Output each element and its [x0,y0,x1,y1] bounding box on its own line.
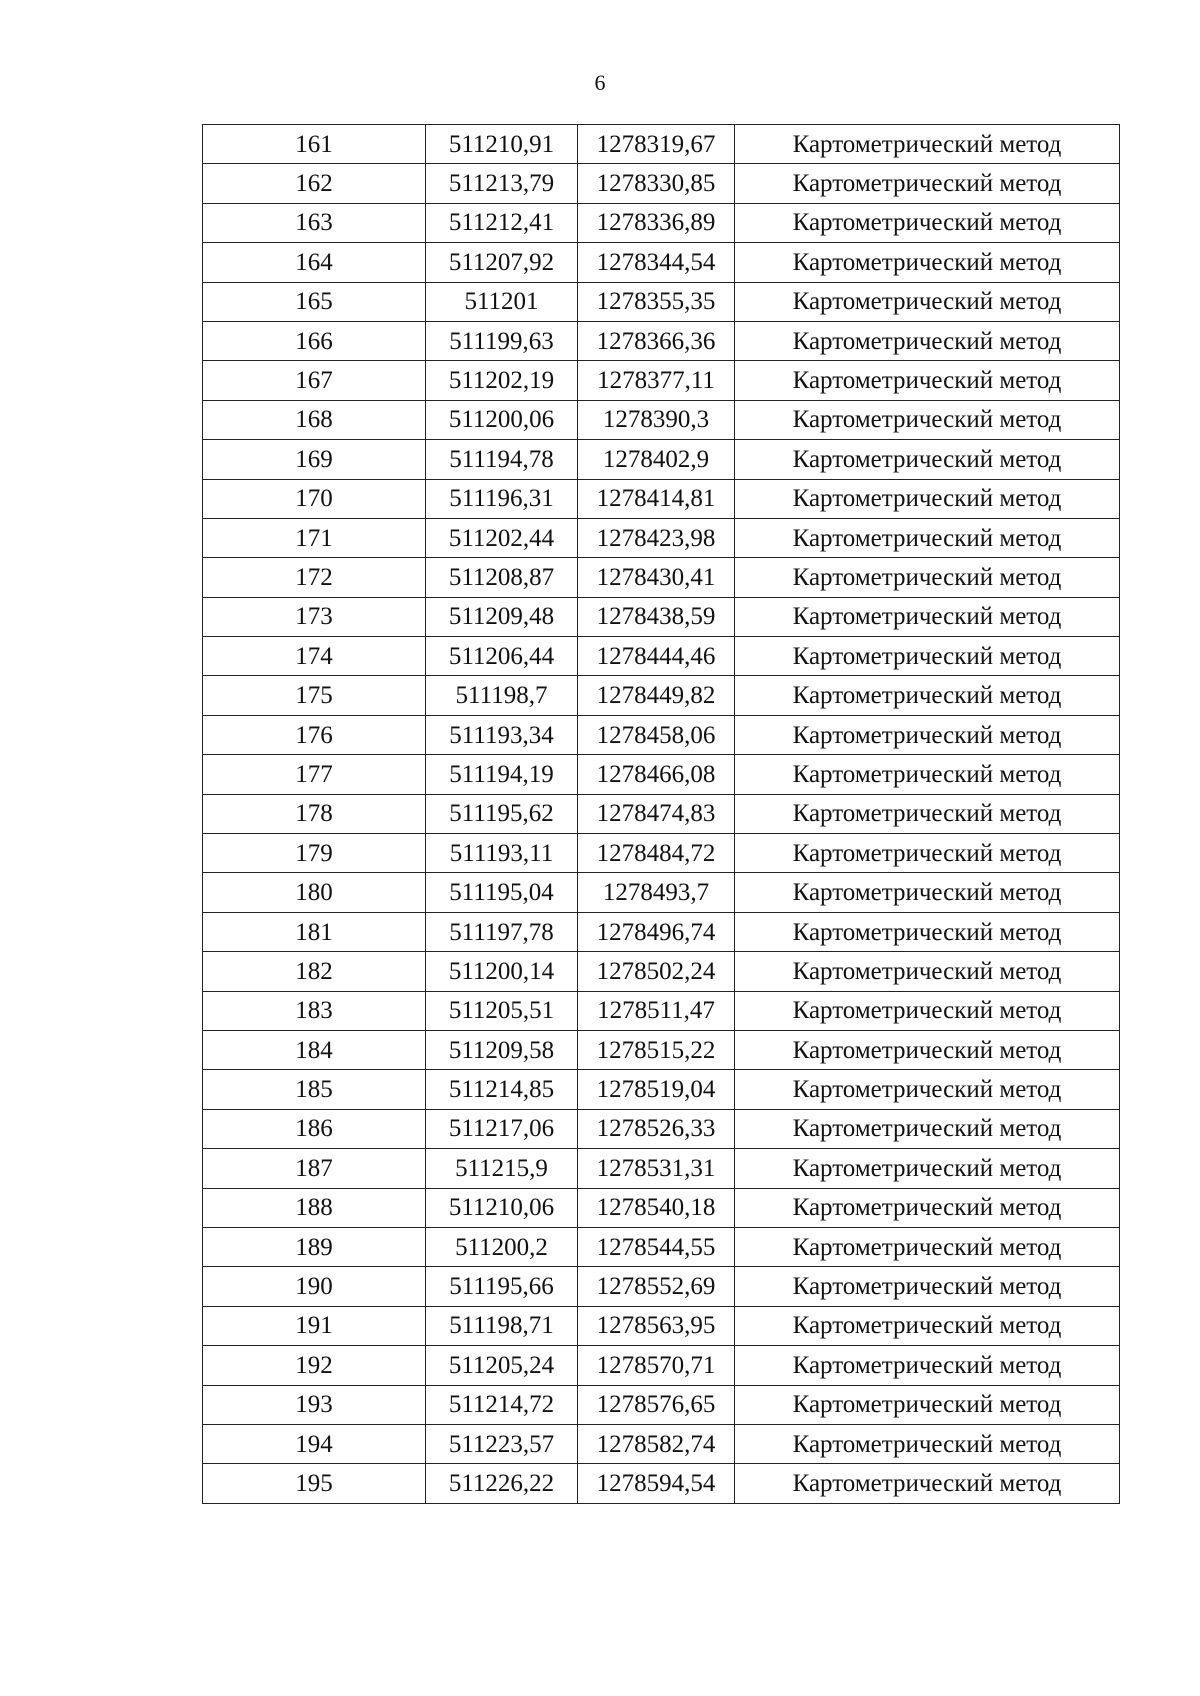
table-row [203,1227,1120,1266]
point-number-cell: 177 [203,755,426,794]
table-row [203,794,1120,833]
y-coordinate-cell: 1278515,22 [578,1030,735,1069]
table-row [203,518,1120,557]
point-number-cell: 171 [203,518,426,557]
method-cell: Картометрический метод [735,558,1120,597]
x-coordinate-cell: 511207,92 [426,243,578,282]
method-cell: Картометрический метод [735,873,1120,912]
y-coordinate-cell: 1278582,74 [578,1424,735,1463]
x-coordinate-cell: 511202,44 [426,518,578,557]
y-coordinate-cell: 1278344,54 [578,243,735,282]
y-coordinate-cell: 1278336,89 [578,203,735,242]
point-number-cell: 167 [203,361,426,400]
point-number-cell: 170 [203,479,426,518]
point-number-cell: 181 [203,912,426,951]
x-coordinate-cell: 511193,34 [426,715,578,754]
x-coordinate-cell: 511195,66 [426,1267,578,1306]
y-coordinate-cell: 1278594,54 [578,1464,735,1503]
method-cell: Картометрический метод [735,597,1120,636]
method-cell: Картометрический метод [735,1267,1120,1306]
table-row [203,440,1120,479]
x-coordinate-cell: 511196,31 [426,479,578,518]
method-cell: Картометрический метод [735,282,1120,321]
x-coordinate-cell: 511195,62 [426,794,578,833]
table-row [203,834,1120,873]
point-number-cell: 165 [203,282,426,321]
point-number-cell: 173 [203,597,426,636]
point-number-cell: 163 [203,203,426,242]
table-row [203,1306,1120,1345]
x-coordinate-cell: 511226,22 [426,1464,578,1503]
y-coordinate-cell: 1278390,3 [578,400,735,439]
y-coordinate-cell: 1278576,65 [578,1385,735,1424]
x-coordinate-cell: 511210,91 [426,125,578,164]
point-number-cell: 192 [203,1346,426,1385]
point-number-cell: 184 [203,1030,426,1069]
method-cell: Картометрический метод [735,715,1120,754]
table-row [203,873,1120,912]
table-row [203,361,1120,400]
x-coordinate-cell: 511194,78 [426,440,578,479]
table-row [203,1385,1120,1424]
x-coordinate-cell: 511206,44 [426,637,578,676]
point-number-cell: 178 [203,794,426,833]
point-number-cell: 180 [203,873,426,912]
method-cell: Картометрический метод [735,1149,1120,1188]
point-number-cell: 193 [203,1385,426,1424]
point-number-cell: 187 [203,1149,426,1188]
table-row [203,637,1120,676]
table-row [203,1188,1120,1227]
point-number-cell: 179 [203,834,426,873]
y-coordinate-cell: 1278366,36 [578,321,735,360]
y-coordinate-cell: 1278444,46 [578,637,735,676]
table-row [203,991,1120,1030]
point-number-cell: 185 [203,1070,426,1109]
y-coordinate-cell: 1278449,82 [578,676,735,715]
x-coordinate-cell: 511210,06 [426,1188,578,1227]
x-coordinate-cell: 511213,79 [426,164,578,203]
method-cell: Картометрический метод [735,400,1120,439]
table-row [203,1149,1120,1188]
x-coordinate-cell: 511205,51 [426,991,578,1030]
method-cell: Картометрический метод [735,1109,1120,1148]
y-coordinate-cell: 1278355,35 [578,282,735,321]
table-row [203,400,1120,439]
y-coordinate-cell: 1278414,81 [578,479,735,518]
point-number-cell: 175 [203,676,426,715]
point-number-cell: 194 [203,1424,426,1463]
coordinates-table [202,124,1120,1504]
method-cell: Картометрический метод [735,1306,1120,1345]
y-coordinate-cell: 1278493,7 [578,873,735,912]
table-row [203,1464,1120,1503]
point-number-cell: 162 [203,164,426,203]
y-coordinate-cell: 1278484,72 [578,834,735,873]
x-coordinate-cell: 511200,14 [426,952,578,991]
x-coordinate-cell: 511223,57 [426,1424,578,1463]
x-coordinate-cell: 511217,06 [426,1109,578,1148]
x-coordinate-cell: 511198,71 [426,1306,578,1345]
y-coordinate-cell: 1278526,33 [578,1109,735,1148]
x-coordinate-cell: 511199,63 [426,321,578,360]
y-coordinate-cell: 1278330,85 [578,164,735,203]
y-coordinate-cell: 1278466,08 [578,755,735,794]
page-number: 6 [594,70,606,95]
method-cell: Картометрический метод [735,164,1120,203]
table-row [203,912,1120,951]
method-cell: Картометрический метод [735,1188,1120,1227]
table-row [203,715,1120,754]
x-coordinate-cell: 511200,2 [426,1227,578,1266]
point-number-cell: 161 [203,125,426,164]
method-cell: Картометрический метод [735,1030,1120,1069]
x-coordinate-cell: 511214,85 [426,1070,578,1109]
coordinates-table-body [203,125,1120,1504]
y-coordinate-cell: 1278511,47 [578,991,735,1030]
y-coordinate-cell: 1278438,59 [578,597,735,636]
method-cell: Картометрический метод [735,479,1120,518]
y-coordinate-cell: 1278430,41 [578,558,735,597]
method-cell: Картометрический метод [735,1464,1120,1503]
point-number-cell: 172 [203,558,426,597]
table-row [203,1030,1120,1069]
table-row [203,203,1120,242]
table-row [203,1346,1120,1385]
point-number-cell: 168 [203,400,426,439]
method-cell: Картометрический метод [735,1424,1120,1463]
table-row [203,125,1120,164]
y-coordinate-cell: 1278502,24 [578,952,735,991]
table-row [203,1267,1120,1306]
y-coordinate-cell: 1278377,11 [578,361,735,400]
x-coordinate-cell: 511200,06 [426,400,578,439]
y-coordinate-cell: 1278474,83 [578,794,735,833]
method-cell: Картометрический метод [735,834,1120,873]
table-row [203,1424,1120,1463]
x-coordinate-cell: 511208,87 [426,558,578,597]
table-row [203,321,1120,360]
x-coordinate-cell: 511205,24 [426,1346,578,1385]
point-number-cell: 190 [203,1267,426,1306]
table-row [203,243,1120,282]
method-cell: Картометрический метод [735,321,1120,360]
x-coordinate-cell: 511202,19 [426,361,578,400]
x-coordinate-cell: 511197,78 [426,912,578,951]
point-number-cell: 189 [203,1227,426,1266]
point-number-cell: 182 [203,952,426,991]
point-number-cell: 169 [203,440,426,479]
method-cell: Картометрический метод [735,1227,1120,1266]
method-cell: Картометрический метод [735,794,1120,833]
method-cell: Картометрический метод [735,1070,1120,1109]
method-cell: Картометрический метод [735,203,1120,242]
point-number-cell: 166 [203,321,426,360]
method-cell: Картометрический метод [735,755,1120,794]
x-coordinate-cell: 511195,04 [426,873,578,912]
method-cell: Картометрический метод [735,361,1120,400]
table-row [203,676,1120,715]
point-number-cell: 183 [203,991,426,1030]
y-coordinate-cell: 1278570,71 [578,1346,735,1385]
x-coordinate-cell: 511194,19 [426,755,578,794]
table-row [203,479,1120,518]
y-coordinate-cell: 1278402,9 [578,440,735,479]
y-coordinate-cell: 1278496,74 [578,912,735,951]
table-row [203,597,1120,636]
method-cell: Картометрический метод [735,440,1120,479]
y-coordinate-cell: 1278519,04 [578,1070,735,1109]
method-cell: Картометрический метод [735,912,1120,951]
method-cell: Картометрический метод [735,125,1120,164]
method-cell: Картометрический метод [735,1385,1120,1424]
table-row [203,1109,1120,1148]
method-cell: Картометрический метод [735,637,1120,676]
method-cell: Картометрический метод [735,518,1120,557]
table-row [203,952,1120,991]
point-number-cell: 186 [203,1109,426,1148]
method-cell: Картометрический метод [735,991,1120,1030]
x-coordinate-cell: 511209,58 [426,1030,578,1069]
y-coordinate-cell: 1278319,67 [578,125,735,164]
point-number-cell: 176 [203,715,426,754]
table-row [203,1070,1120,1109]
method-cell: Картометрический метод [735,1346,1120,1385]
method-cell: Картометрический метод [735,952,1120,991]
table-row [203,164,1120,203]
x-coordinate-cell: 511201 [426,282,578,321]
x-coordinate-cell: 511209,48 [426,597,578,636]
point-number-cell: 164 [203,243,426,282]
table-row [203,282,1120,321]
y-coordinate-cell: 1278544,55 [578,1227,735,1266]
method-cell: Картометрический метод [735,243,1120,282]
y-coordinate-cell: 1278458,06 [578,715,735,754]
x-coordinate-cell: 511215,9 [426,1149,578,1188]
x-coordinate-cell: 511214,72 [426,1385,578,1424]
point-number-cell: 191 [203,1306,426,1345]
x-coordinate-cell: 511193,11 [426,834,578,873]
x-coordinate-cell: 511212,41 [426,203,578,242]
x-coordinate-cell: 511198,7 [426,676,578,715]
table-row [203,558,1120,597]
method-cell: Картометрический метод [735,676,1120,715]
y-coordinate-cell: 1278423,98 [578,518,735,557]
y-coordinate-cell: 1278552,69 [578,1267,735,1306]
point-number-cell: 195 [203,1464,426,1503]
point-number-cell: 188 [203,1188,426,1227]
point-number-cell: 174 [203,637,426,676]
table-row [203,755,1120,794]
y-coordinate-cell: 1278531,31 [578,1149,735,1188]
y-coordinate-cell: 1278563,95 [578,1306,735,1345]
y-coordinate-cell: 1278540,18 [578,1188,735,1227]
